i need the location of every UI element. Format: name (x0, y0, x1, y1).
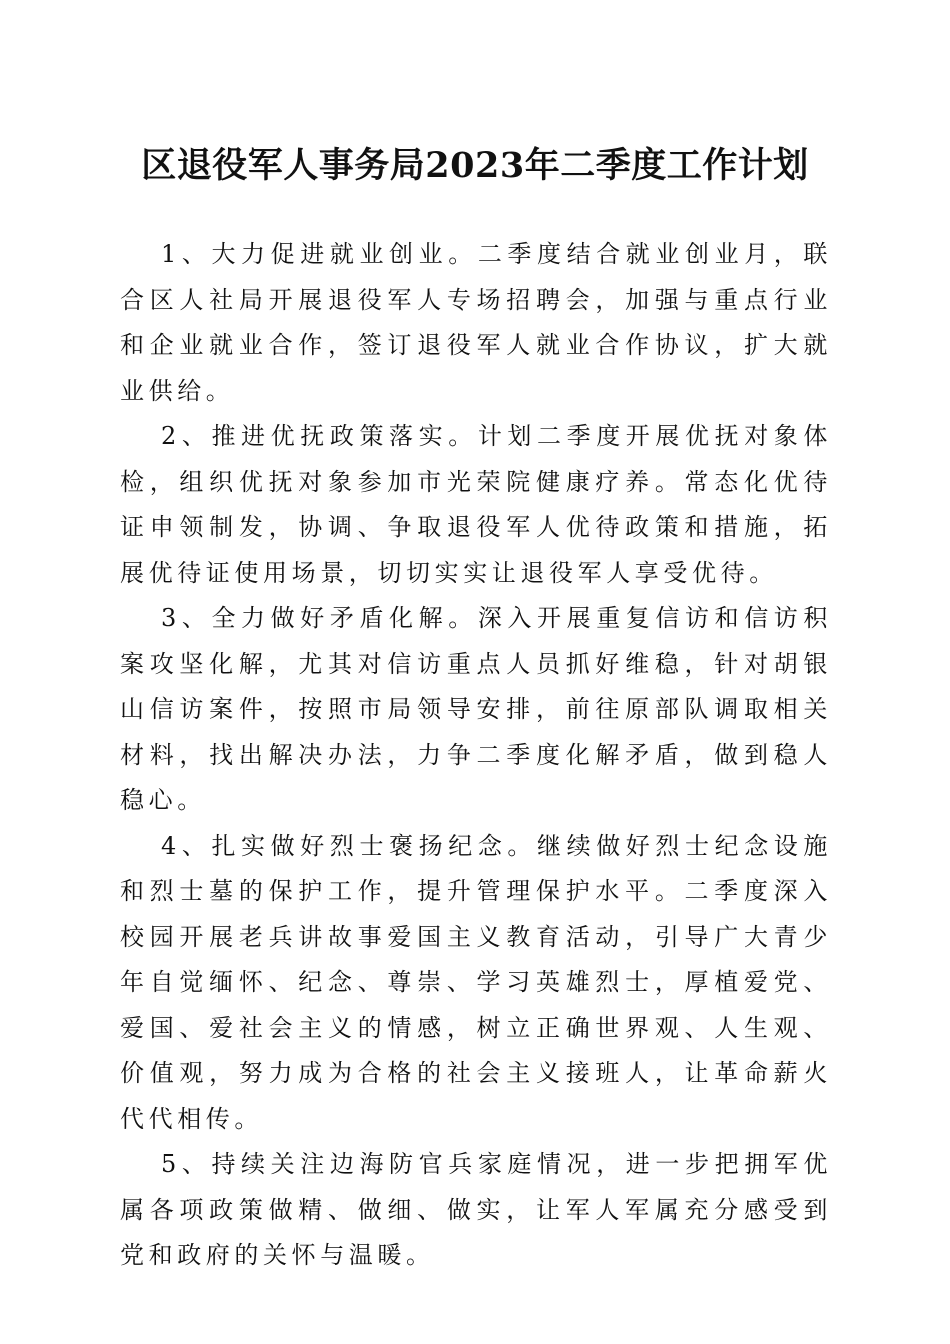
paragraph-1: 1、大力促进就业创业。二季度结合就业创业月，联合区人社局开展退役军人专场招聘会，加强与重点行业和企业就业合作，签订退役军人就业合作协议，扩大就业供给。 (120, 240, 832, 405)
paragraph-5: 5、持续关注边海防官兵家庭情况，进一步把拥军优属各项政策做精、做细、做实，让军人军属充分感受到党和政府的关怀与温暖。 (120, 1150, 832, 1269)
paragraph-4: 4、扎实做好烈士褒扬纪念。继续做好烈士纪念设施和烈士墓的保护工作，提升管理保护水平。二季度深入校园开展老兵讲故事爱国主义教育活动，引导广大青少年自觉缅怀、纪念、尊崇、学习英雄烈士，厚植爱党、爱国、爱社会主义的情感，树立正确世界观、人生观、价值观，努力成为合格的社会主义接班人，让革命薪火代代相传。 (120, 831, 832, 1133)
document-body (120, 232, 832, 1279)
paragraph-2: 2、推进优抚政策落实。计划二季度开展优抚对象体检，组织优抚对象参加市光荣院健康疗养。常态化优待证申领制发，协调、争取退役军人优待政策和措施，拓展优待证使用场景，切切实实让退役军人享受优待。 (120, 422, 832, 587)
document-title: 区退役军人事务局2023年二季度工作计划 (141, 145, 809, 186)
paragraph-3: 3、全力做好矛盾化解。深入开展重复信访和信访积案攻坚化解，尤其对信访重点人员抓好维稳，针对胡银山信访案件，按照市局领导安排，前往原部队调取相关材料，找出解决办法，力争二季度化解矛盾，做到稳人稳心。 (120, 604, 832, 814)
